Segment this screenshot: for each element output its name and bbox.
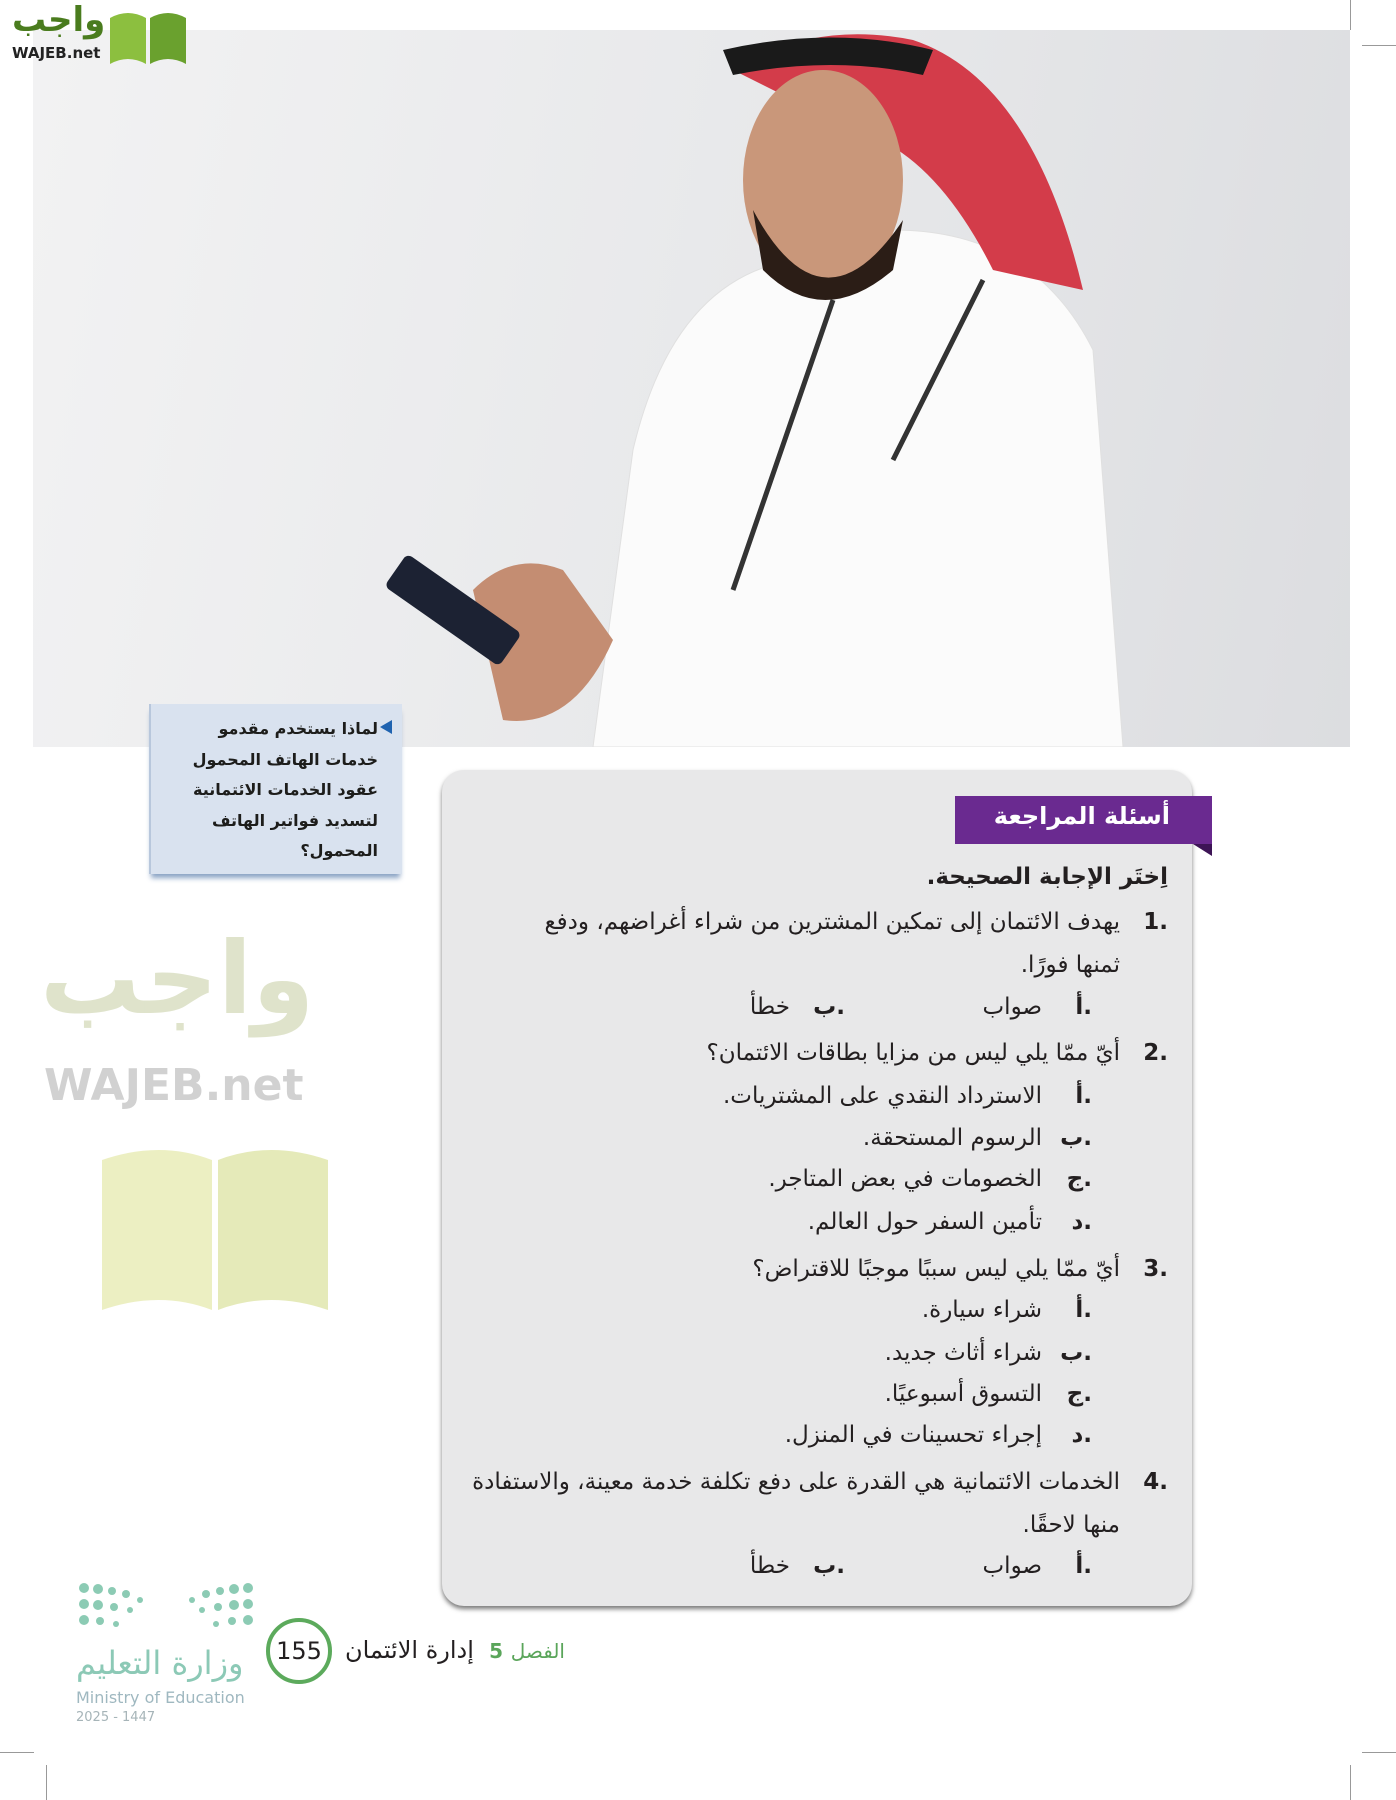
question-text: أيّ ممّا يلي ليس من مزايا بطاقات الائتمان؟: [706, 1040, 1120, 1066]
option-letter: د.: [1071, 1209, 1092, 1235]
option-letter: ج.: [1066, 1166, 1092, 1192]
option-letter: أ.: [1075, 1553, 1092, 1579]
option-text: شراء سيارة.: [921, 1297, 1042, 1323]
book-icon: [108, 8, 188, 66]
option-text: إجراء تحسينات في المنزل.: [784, 1422, 1042, 1448]
crop-mark: [1350, 0, 1351, 30]
question-text: ثمنها فورًا.: [1020, 952, 1120, 978]
option-letter: ب.: [813, 994, 845, 1020]
sidebar-question-box: [149, 704, 402, 874]
question-text: أيّ ممّا يلي ليس سببًا موجبًا للاقتراض؟: [752, 1256, 1120, 1282]
ministry-year: 2025 - 1447: [76, 1710, 156, 1725]
option-text: خطأ: [749, 1553, 790, 1579]
option-letter: ب.: [1060, 1125, 1092, 1151]
option-letter: أ.: [1075, 994, 1092, 1020]
watermark: [40, 920, 420, 1370]
banner-fold: [1193, 844, 1212, 856]
chapter-footer: [345, 1636, 565, 1664]
option-text: خطأ: [749, 994, 790, 1020]
question-number: 4.: [1143, 1469, 1168, 1495]
question-number: 2.: [1143, 1040, 1168, 1066]
crop-mark: [46, 1765, 47, 1800]
ministry-arabic: وزارة التعليم: [76, 1644, 244, 1682]
question-number: 1.: [1143, 909, 1168, 935]
logo-arabic: واجب: [12, 0, 106, 40]
option-text: شراء أثاث جديد.: [884, 1340, 1042, 1366]
book-watermark-icon: [100, 1140, 330, 1310]
crop-mark: [1362, 1752, 1396, 1753]
option-text: الخصومات في بعض المتاجر.: [768, 1166, 1042, 1192]
page-number: 155: [266, 1618, 332, 1684]
question-text: يهدف الائتمان إلى تمكين المشترين من شراء أغراضهم، ودفع: [544, 909, 1120, 935]
option-text: صواب: [982, 1553, 1042, 1579]
option-letter: ب.: [1060, 1340, 1092, 1366]
option-letter: ج.: [1066, 1381, 1092, 1407]
option-letter: أ.: [1075, 1297, 1092, 1323]
ministry-logo: [76, 1580, 256, 1730]
watermark-arabic: واجب: [40, 920, 315, 1037]
watermark-latin: WAJEB.net: [44, 1060, 304, 1111]
sidebar-question: لماذا يستخدم مقدمو خدمات الهاتف المحمول عقود الخدمات الائتمانية لتسديد فواتير الهاتف المحمول؟: [192, 719, 378, 860]
option-letter: د.: [1071, 1422, 1092, 1448]
crop-mark: [0, 1752, 34, 1753]
chapter-label: الفصل: [510, 1639, 565, 1663]
question-text: منها لاحقًا.: [1022, 1512, 1120, 1538]
dots-emblem-icon: [76, 1580, 256, 1640]
question-text: الخدمات الائتمانية هي القدرة على دفع تكلفة خدمة معينة، والاستفادة: [472, 1469, 1120, 1495]
crop-mark: [1350, 1765, 1351, 1800]
chapter-title: إدارة الائتمان: [345, 1636, 474, 1664]
ministry-english: Ministry of Education: [76, 1688, 245, 1707]
crop-mark: [1362, 45, 1396, 46]
logo-latin: WAJEB.net: [12, 44, 101, 62]
option-text: التسوق أسبوعيًا.: [884, 1381, 1042, 1407]
triangle-bullet-icon: [380, 720, 392, 734]
option-text: الرسوم المستحقة.: [862, 1125, 1042, 1151]
option-letter: أ.: [1075, 1083, 1092, 1109]
chapter-number: 5: [489, 1639, 504, 1663]
instruction: اِختَر الإجابة الصحيحة.: [926, 864, 1168, 890]
option-text: صواب: [982, 994, 1042, 1020]
question-number: 3.: [1143, 1256, 1168, 1282]
review-questions-banner: أسئلة المراجعة: [955, 796, 1212, 844]
option-text: تأمين السفر حول العالم.: [807, 1209, 1042, 1235]
option-letter: ب.: [813, 1553, 845, 1579]
wajeb-logo: [8, 0, 193, 66]
doctor-photo: [33, 30, 1350, 747]
option-text: الاسترداد النقدي على المشتريات.: [723, 1083, 1042, 1109]
